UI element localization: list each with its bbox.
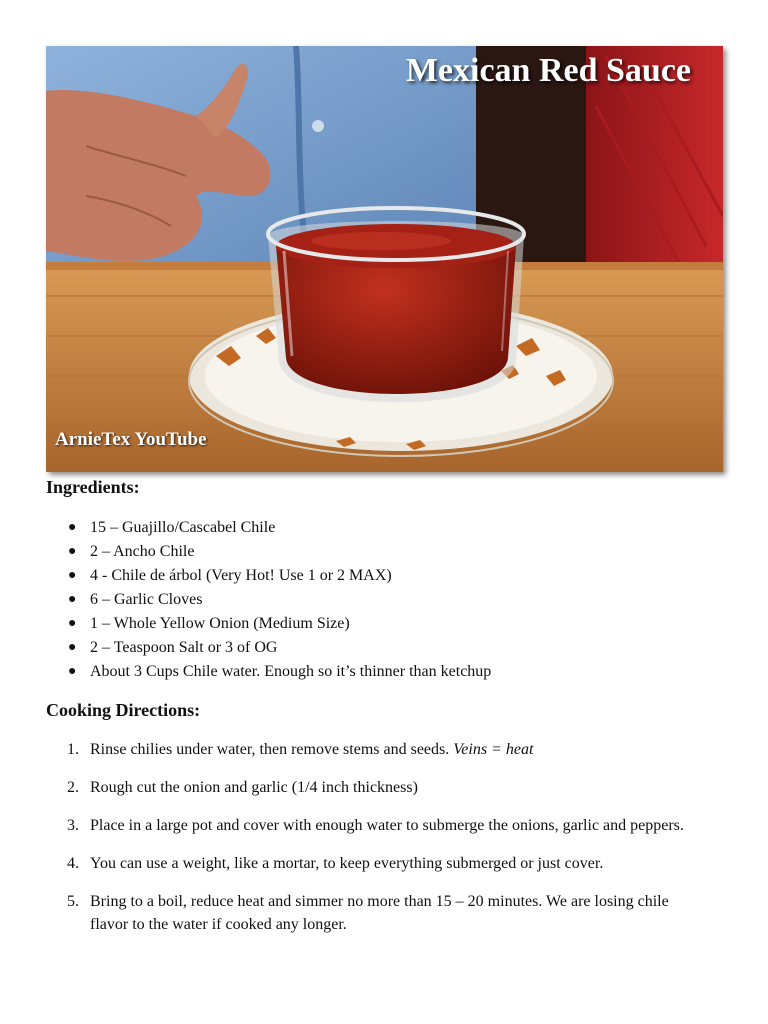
direction-step [46, 814, 706, 837]
bullet-icon: ● [68, 592, 77, 607]
ingredient-item [46, 660, 491, 684]
bullet-icon: ● [68, 664, 77, 679]
ingredient-text: 6 – Garlic Cloves [90, 591, 203, 608]
ingredient-item [46, 612, 491, 636]
step-text: You can use a weight, like a mortar, to keep everything submerged or just cover. [90, 855, 604, 872]
bullet-icon: ● [68, 568, 77, 583]
ingredient-text: 2 – Teaspoon Salt or 3 of OG [90, 639, 278, 656]
directions-list [46, 738, 706, 951]
step-number: 5. [67, 893, 79, 910]
step-number: 3. [67, 817, 79, 834]
ingredient-item [46, 564, 491, 588]
step-text: Rinse chilies under water, then remove stems and seeds. [90, 741, 454, 758]
step-number: 4. [67, 855, 79, 872]
step-number: 2. [67, 779, 79, 796]
ingredient-text: 2 – Ancho Chile [90, 543, 195, 560]
ingredient-item [46, 516, 491, 540]
hero-photo [46, 46, 723, 472]
direction-step [46, 852, 706, 875]
ingredient-item [46, 588, 491, 612]
directions-heading: Cooking Directions: [46, 700, 201, 720]
direction-step [46, 776, 706, 799]
ingredients-list [46, 516, 491, 684]
bullet-icon: ● [68, 544, 77, 559]
step-text: Rough cut the onion and garlic (1/4 inch thickness) [90, 779, 418, 796]
direction-step [46, 738, 706, 761]
ingredient-item [46, 636, 491, 660]
step-text: Place in a large pot and cover with enough water to submerge the onions, garlic and peppers. [90, 817, 684, 834]
ingredient-text: 15 – Guajillo/Cascabel Chile [90, 519, 276, 536]
direction-step [46, 890, 706, 936]
ingredients-heading: Ingredients: [46, 477, 140, 497]
recipe-title: Mexican Red Sauce [405, 52, 691, 89]
ingredient-text: 4 - Chile de árbol (Very Hot! Use 1 or 2 MAX) [90, 567, 392, 584]
bullet-icon: ● [68, 616, 77, 631]
bullet-icon: ● [68, 640, 77, 655]
ingredient-text: About 3 Cups Chile water. Enough so it’s thinner than ketchup [90, 663, 492, 680]
step-number: 1. [67, 741, 79, 758]
step-emphasis: Veins = heat [453, 741, 534, 758]
ingredient-item [46, 540, 491, 564]
bullet-icon: ● [68, 520, 77, 535]
step-text: Bring to a boil, reduce heat and simmer no more than 15 – 20 minutes. We are losing chile flavor to the water if cooked any longer. [90, 893, 669, 933]
ingredient-text: 1 – Whole Yellow Onion (Medium Size) [90, 615, 350, 632]
red-sauce-bowl-illustration [46, 46, 723, 472]
photo-credit: ArnieTex YouTube [55, 429, 207, 450]
